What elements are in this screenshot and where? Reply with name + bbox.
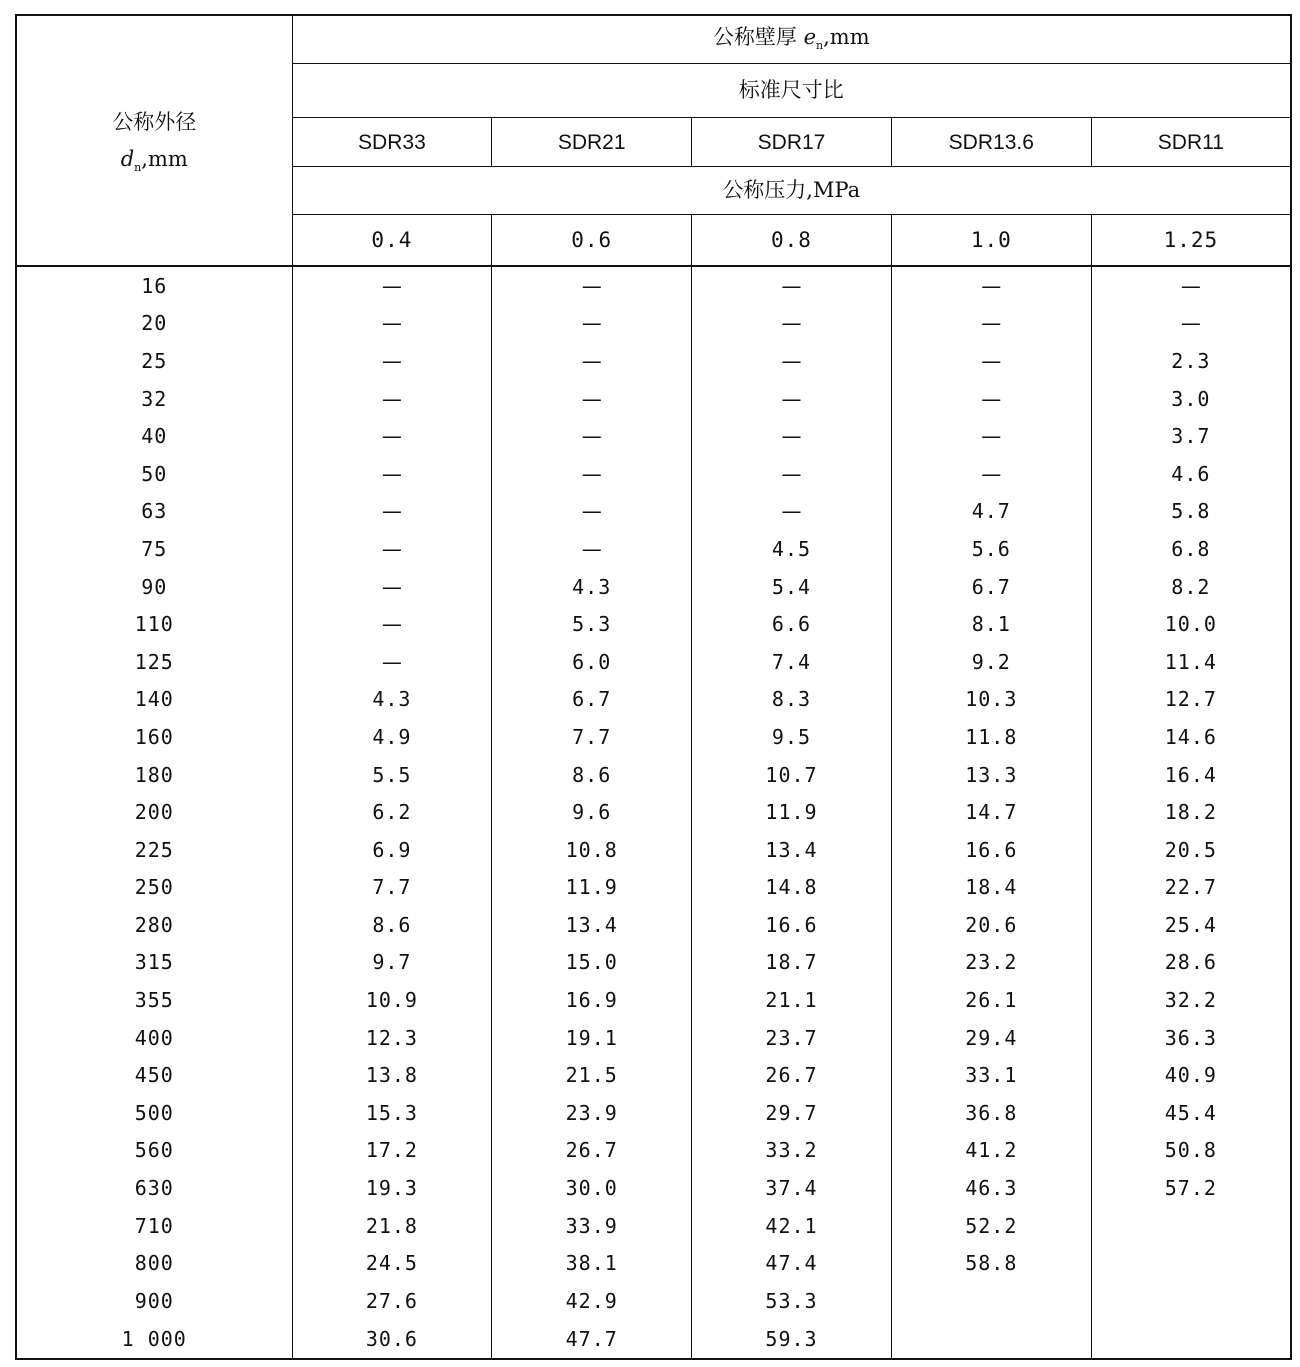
- table-row: [16, 869, 1291, 907]
- thickness-cell: —: [292, 493, 492, 531]
- thickness-cell: —: [292, 417, 492, 455]
- thickness-cell: 9.5: [692, 718, 892, 756]
- thickness-cell: 6.6: [692, 605, 892, 643]
- pressure-header-cell: 0.4: [292, 215, 492, 267]
- table-row: [16, 1320, 1291, 1359]
- thickness-cell: 7.7: [292, 869, 492, 907]
- pressure-header-cell: 1.25: [1091, 215, 1291, 267]
- thickness-cell: 12.7: [1091, 681, 1291, 719]
- thickness-cell: 21.5: [492, 1056, 692, 1094]
- thickness-cell: 14.7: [891, 793, 1091, 831]
- thickness-cell: —: [692, 305, 892, 343]
- pressure-header-cell: 0.6: [492, 215, 692, 267]
- thickness-cell: 6.8: [1091, 530, 1291, 568]
- thickness-cell: 29.7: [692, 1094, 892, 1132]
- thickness-cell: [1091, 1244, 1291, 1282]
- table-row: [16, 1019, 1291, 1057]
- thickness-cell: 42.9: [492, 1282, 692, 1320]
- nominal-diameter-cell: 450: [16, 1056, 292, 1094]
- thickness-cell: —: [692, 342, 892, 380]
- table-row: [16, 493, 1291, 531]
- nominal-diameter-cell: 225: [16, 831, 292, 869]
- nominal-diameter-cell: 140: [16, 681, 292, 719]
- thickness-cell: 21.1: [692, 981, 892, 1019]
- thickness-cell: [891, 1282, 1091, 1320]
- thickness-cell: —: [292, 305, 492, 343]
- thickness-cell: 47.7: [492, 1320, 692, 1359]
- wall-thickness-table: [15, 14, 1292, 1360]
- nominal-diameter-cell: 800: [16, 1244, 292, 1282]
- nominal-diameter-cell: 630: [16, 1169, 292, 1207]
- thickness-cell: 57.2: [1091, 1169, 1291, 1207]
- table-row: [16, 1094, 1291, 1132]
- thickness-cell: 21.8: [292, 1207, 492, 1245]
- thickness-cell: 4.5: [692, 530, 892, 568]
- thickness-cell: 46.3: [891, 1169, 1091, 1207]
- thickness-cell: 25.4: [1091, 906, 1291, 944]
- thickness-cell: 13.3: [891, 756, 1091, 794]
- thickness-unit: ,mm: [823, 25, 870, 50]
- thickness-cell: 4.7: [891, 493, 1091, 531]
- thickness-cell: —: [1091, 266, 1291, 305]
- thickness-cell: 37.4: [692, 1169, 892, 1207]
- thickness-cell: 32.2: [1091, 981, 1291, 1019]
- nominal-outside-diameter-header: [16, 15, 292, 266]
- thickness-cell: 7.7: [492, 718, 692, 756]
- thickness-cell: 47.4: [692, 1244, 892, 1282]
- thickness-cell: 13.4: [692, 831, 892, 869]
- thickness-cell: 4.6: [1091, 455, 1291, 493]
- thickness-symbol: e: [803, 25, 817, 50]
- nominal-diameter-cell: 125: [16, 643, 292, 681]
- thickness-cell: 33.2: [692, 1132, 892, 1170]
- thickness-cell: 2.3: [1091, 342, 1291, 380]
- stub-line1: 公称外径: [112, 109, 197, 134]
- thickness-cell: 17.2: [292, 1132, 492, 1170]
- thickness-cell: 10.3: [891, 681, 1091, 719]
- thickness-cell: 18.4: [891, 869, 1091, 907]
- thickness-cell: 8.3: [692, 681, 892, 719]
- thickness-cell: [1091, 1207, 1291, 1245]
- nominal-diameter-cell: 40: [16, 417, 292, 455]
- thickness-cell: —: [292, 266, 492, 305]
- thickness-cell: —: [891, 455, 1091, 493]
- thickness-cell: —: [891, 417, 1091, 455]
- thickness-cell: 16.9: [492, 981, 692, 1019]
- nominal-diameter-cell: 200: [16, 793, 292, 831]
- pressure-title-header: 公称压力,MPa: [292, 167, 1291, 215]
- thickness-cell: 45.4: [1091, 1094, 1291, 1132]
- nominal-diameter-cell: 110: [16, 605, 292, 643]
- nominal-diameter-cell: 160: [16, 718, 292, 756]
- thickness-cell: 10.0: [1091, 605, 1291, 643]
- thickness-cell: 3.0: [1091, 380, 1291, 418]
- stub-unit: ,mm: [141, 146, 188, 171]
- thickness-cell: 11.4: [1091, 643, 1291, 681]
- nominal-diameter-cell: 1 000: [16, 1320, 292, 1359]
- thickness-cell: 5.3: [492, 605, 692, 643]
- table-row: [16, 605, 1291, 643]
- table-row: [16, 981, 1291, 1019]
- sdr-header-cell: SDR11: [1091, 118, 1291, 167]
- table-row: [16, 568, 1291, 606]
- thickness-cell: 6.2: [292, 793, 492, 831]
- thickness-cell: 41.2: [891, 1132, 1091, 1170]
- thickness-cell: 26.1: [891, 981, 1091, 1019]
- thickness-prefix: 公称壁厚: [712, 25, 804, 50]
- thickness-cell: 20.5: [1091, 831, 1291, 869]
- thickness-cell: 15.0: [492, 944, 692, 982]
- thickness-cell: 58.8: [891, 1244, 1091, 1282]
- thickness-cell: —: [692, 417, 892, 455]
- thickness-cell: 5.8: [1091, 493, 1291, 531]
- thickness-cell: 6.0: [492, 643, 692, 681]
- sdr-header-cell: SDR21: [492, 118, 692, 167]
- nominal-diameter-cell: 25: [16, 342, 292, 380]
- table-row: [16, 718, 1291, 756]
- thickness-cell: [1091, 1282, 1291, 1320]
- thickness-cell: 28.6: [1091, 944, 1291, 982]
- table-row: [16, 1207, 1291, 1245]
- thickness-cell: 14.6: [1091, 718, 1291, 756]
- nominal-diameter-cell: 280: [16, 906, 292, 944]
- thickness-cell: 10.9: [292, 981, 492, 1019]
- thickness-cell: —: [692, 380, 892, 418]
- thickness-cell: 9.2: [891, 643, 1091, 681]
- table-body: [16, 266, 1291, 1359]
- thickness-cell: 5.6: [891, 530, 1091, 568]
- nominal-diameter-cell: 400: [16, 1019, 292, 1057]
- thickness-cell: —: [492, 305, 692, 343]
- thickness-cell: 23.2: [891, 944, 1091, 982]
- thickness-cell: 13.8: [292, 1056, 492, 1094]
- thickness-cell: 8.1: [891, 605, 1091, 643]
- thickness-cell: [1091, 1320, 1291, 1359]
- table-row: [16, 380, 1291, 418]
- thickness-cell: 16.6: [891, 831, 1091, 869]
- thickness-cell: 26.7: [492, 1132, 692, 1170]
- thickness-cell: 52.2: [891, 1207, 1091, 1245]
- thickness-cell: 6.7: [492, 681, 692, 719]
- table-row: [16, 1244, 1291, 1282]
- thickness-cell: 9.6: [492, 793, 692, 831]
- table-row: [16, 342, 1291, 380]
- thickness-cell: 8.6: [292, 906, 492, 944]
- table-row: [16, 831, 1291, 869]
- table-row: [16, 455, 1291, 493]
- sdr-header-cell: SDR13.6: [891, 118, 1091, 167]
- thickness-cell: 16.4: [1091, 756, 1291, 794]
- thickness-cell: 14.8: [692, 869, 892, 907]
- thickness-cell: —: [891, 380, 1091, 418]
- thickness-cell: 26.7: [692, 1056, 892, 1094]
- pressure-header-cell: 1.0: [891, 215, 1091, 267]
- table-row: [16, 1132, 1291, 1170]
- table-header: [16, 15, 1291, 266]
- table-row: [16, 793, 1291, 831]
- thickness-cell: 36.8: [891, 1094, 1091, 1132]
- thickness-cell: 7.4: [692, 643, 892, 681]
- thickness-cell: 19.3: [292, 1169, 492, 1207]
- nominal-diameter-cell: 355: [16, 981, 292, 1019]
- thickness-cell: 38.1: [492, 1244, 692, 1282]
- nominal-diameter-cell: 710: [16, 1207, 292, 1245]
- thickness-cell: 4.9: [292, 718, 492, 756]
- thickness-cell: —: [492, 530, 692, 568]
- thickness-cell: —: [492, 455, 692, 493]
- thickness-cell: 20.6: [891, 906, 1091, 944]
- table-row: [16, 530, 1291, 568]
- thickness-cell: 29.4: [891, 1019, 1091, 1057]
- table-row: [16, 643, 1291, 681]
- thickness-cell: 13.4: [492, 906, 692, 944]
- thickness-cell: —: [292, 605, 492, 643]
- thickness-cell: —: [891, 266, 1091, 305]
- thickness-cell: 53.3: [692, 1282, 892, 1320]
- thickness-cell: —: [292, 568, 492, 606]
- thickness-cell: 4.3: [292, 681, 492, 719]
- thickness-cell: —: [292, 530, 492, 568]
- thickness-cell: 10.8: [492, 831, 692, 869]
- thickness-cell: 8.2: [1091, 568, 1291, 606]
- sdr-header-cell: SDR17: [692, 118, 892, 167]
- pressure-header-cell: 0.8: [692, 215, 892, 267]
- thickness-cell: —: [1091, 305, 1291, 343]
- thickness-cell: 15.3: [292, 1094, 492, 1132]
- nominal-diameter-cell: 250: [16, 869, 292, 907]
- thickness-cell: 42.1: [692, 1207, 892, 1245]
- thickness-subscript: n: [816, 39, 824, 53]
- thickness-cell: 6.7: [891, 568, 1091, 606]
- thickness-cell: 19.1: [492, 1019, 692, 1057]
- thickness-cell: —: [292, 342, 492, 380]
- nominal-wall-thickness-header: [292, 15, 1291, 64]
- thickness-cell: —: [492, 342, 692, 380]
- sdr-header-cell: SDR33: [292, 118, 492, 167]
- stub-symbol: d: [120, 146, 135, 171]
- sdr-title-header: 标准尺寸比: [292, 64, 1291, 118]
- thickness-cell: 18.7: [692, 944, 892, 982]
- table-row: [16, 1056, 1291, 1094]
- nominal-diameter-cell: 560: [16, 1132, 292, 1170]
- thickness-cell: 5.5: [292, 756, 492, 794]
- table-row: [16, 417, 1291, 455]
- thickness-cell: —: [292, 455, 492, 493]
- thickness-cell: 11.9: [492, 869, 692, 907]
- thickness-cell: 24.5: [292, 1244, 492, 1282]
- table-row: [16, 944, 1291, 982]
- thickness-cell: 50.8: [1091, 1132, 1291, 1170]
- table-row: [16, 266, 1291, 305]
- thickness-cell: —: [492, 417, 692, 455]
- nominal-diameter-cell: 900: [16, 1282, 292, 1320]
- thickness-cell: 36.3: [1091, 1019, 1291, 1057]
- thickness-cell: —: [492, 493, 692, 531]
- thickness-cell: —: [292, 643, 492, 681]
- thickness-cell: —: [891, 305, 1091, 343]
- nominal-diameter-cell: 50: [16, 455, 292, 493]
- nominal-diameter-cell: 32: [16, 380, 292, 418]
- thickness-cell: 40.9: [1091, 1056, 1291, 1094]
- thickness-cell: 33.9: [492, 1207, 692, 1245]
- nominal-diameter-cell: 90: [16, 568, 292, 606]
- thickness-cell: —: [692, 493, 892, 531]
- thickness-cell: 23.7: [692, 1019, 892, 1057]
- nominal-diameter-cell: 180: [16, 756, 292, 794]
- table-row: [16, 305, 1291, 343]
- table-row: [16, 756, 1291, 794]
- thickness-cell: 5.4: [692, 568, 892, 606]
- table-row: [16, 1282, 1291, 1320]
- nominal-diameter-cell: 63: [16, 493, 292, 531]
- thickness-cell: [891, 1320, 1091, 1359]
- nominal-diameter-cell: 16: [16, 266, 292, 305]
- thickness-cell: 12.3: [292, 1019, 492, 1057]
- thickness-cell: 11.9: [692, 793, 892, 831]
- thickness-cell: —: [492, 266, 692, 305]
- table-row: [16, 1169, 1291, 1207]
- thickness-cell: —: [891, 342, 1091, 380]
- table-row: [16, 906, 1291, 944]
- thickness-cell: 11.8: [891, 718, 1091, 756]
- thickness-cell: 30.0: [492, 1169, 692, 1207]
- nominal-diameter-cell: 315: [16, 944, 292, 982]
- thickness-cell: —: [492, 380, 692, 418]
- thickness-cell: 27.6: [292, 1282, 492, 1320]
- thickness-cell: 18.2: [1091, 793, 1291, 831]
- thickness-cell: 16.6: [692, 906, 892, 944]
- stub-subscript: n: [134, 160, 142, 174]
- thickness-cell: 9.7: [292, 944, 492, 982]
- nominal-diameter-cell: 75: [16, 530, 292, 568]
- thickness-cell: 33.1: [891, 1056, 1091, 1094]
- thickness-cell: —: [692, 455, 892, 493]
- thickness-cell: 30.6: [292, 1320, 492, 1359]
- nominal-diameter-cell: 500: [16, 1094, 292, 1132]
- thickness-cell: 6.9: [292, 831, 492, 869]
- thickness-cell: 10.7: [692, 756, 892, 794]
- thickness-cell: 3.7: [1091, 417, 1291, 455]
- thickness-cell: —: [292, 380, 492, 418]
- nominal-diameter-cell: 20: [16, 305, 292, 343]
- thickness-cell: 4.3: [492, 568, 692, 606]
- thickness-cell: 22.7: [1091, 869, 1291, 907]
- thickness-cell: 8.6: [492, 756, 692, 794]
- thickness-cell: 59.3: [692, 1320, 892, 1359]
- table-row: [16, 681, 1291, 719]
- thickness-cell: —: [692, 266, 892, 305]
- thickness-cell: 23.9: [492, 1094, 692, 1132]
